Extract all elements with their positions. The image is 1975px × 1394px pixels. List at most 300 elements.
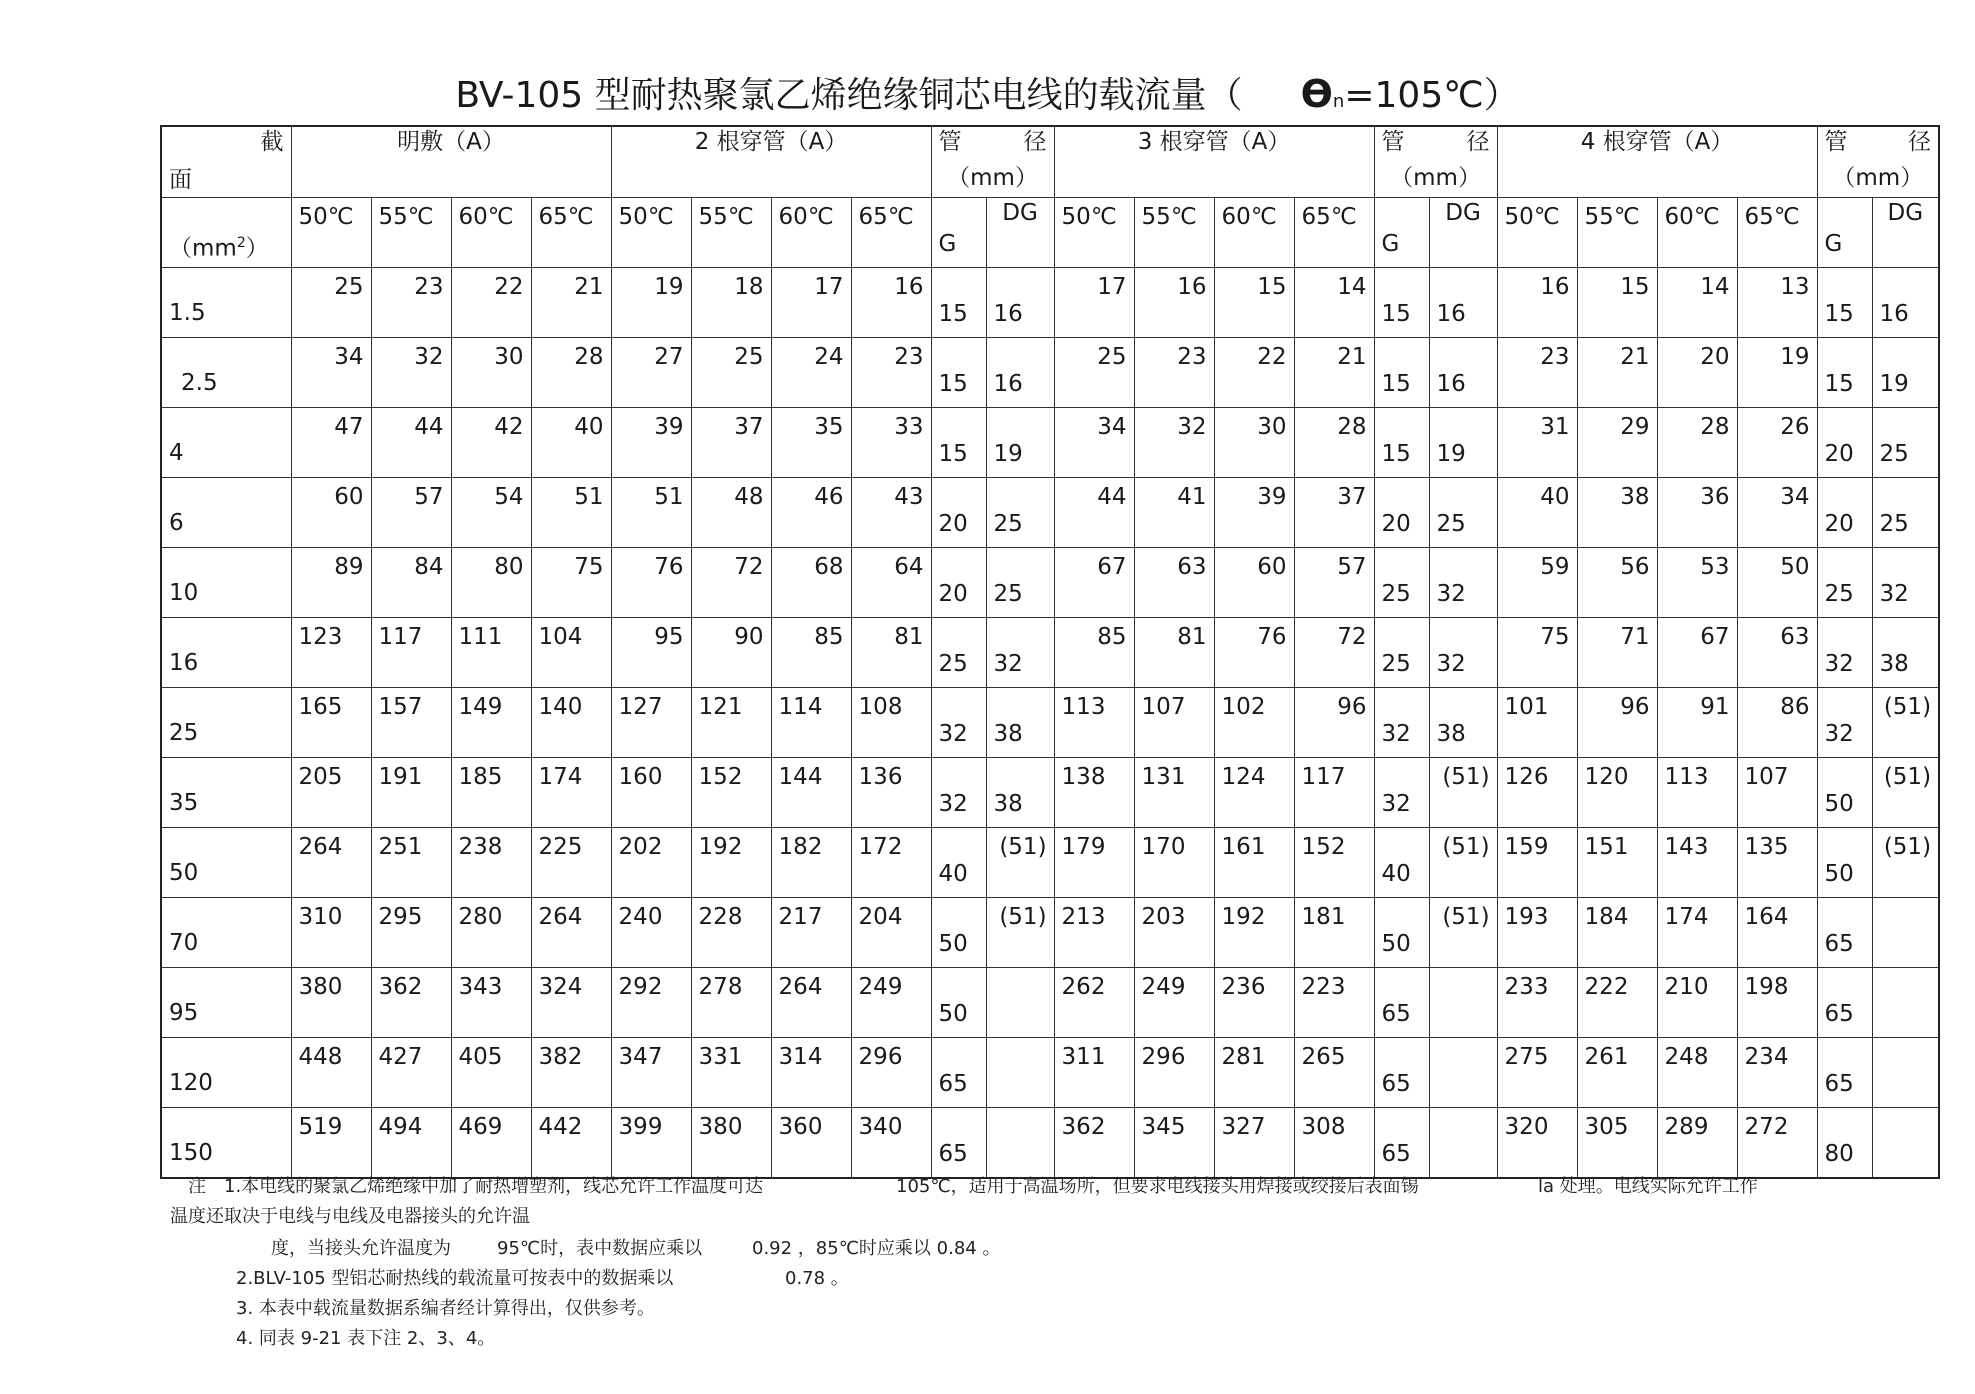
pipe4-value-cell-text: 34: [1780, 484, 1810, 510]
group-pipe4-label: 4 根穿管（A）: [1580, 129, 1734, 155]
group-pipe3-header: [1054, 126, 1374, 198]
pipe4-value-cell: [1657, 1108, 1737, 1179]
pipe2-temp-2-text: 60℃: [778, 204, 834, 230]
open-value-cell: [451, 898, 531, 968]
pipe3-value-cell: [1054, 1038, 1134, 1108]
pipe3-value-cell-text: 170: [1141, 834, 1186, 860]
pipe3-value-cell-text: 15: [1257, 274, 1287, 300]
pipe3-g-cell-text: 65: [1381, 1071, 1411, 1097]
pipe4-value-cell-text: 86: [1780, 694, 1810, 720]
pipe4-value-cell-text: 50: [1780, 554, 1810, 580]
pipe4-value-cell-text: 151: [1584, 834, 1629, 860]
open-value-cell: [451, 268, 531, 338]
pipe3-value-cell: [1294, 338, 1374, 408]
open-value-cell-text: 295: [378, 904, 423, 930]
pipe2-value-cell-text: 136: [858, 764, 903, 790]
open-value-cell: [451, 478, 531, 548]
pipe2-value-cell: [771, 618, 851, 688]
pipe2-value-cell: [771, 338, 851, 408]
open-value-cell: [371, 1108, 451, 1179]
pipe2-value-cell: [691, 338, 771, 408]
pipe2-value-cell: [851, 1108, 931, 1179]
section-unit-sup: 2: [236, 235, 246, 251]
section-cell: [161, 478, 291, 548]
pipe3-dg-cell: [1429, 268, 1497, 338]
pipe2-dg-cell-text: 16: [993, 301, 1023, 327]
pipe-dia-left: 管: [938, 129, 962, 155]
pipe2-value-cell-text: 292: [618, 974, 663, 1000]
open-value-cell-text: 191: [378, 764, 423, 790]
pipe4-value-cell-text: 210: [1664, 974, 1709, 1000]
pipe4-value-cell: [1497, 968, 1577, 1038]
pipe3-value-cell-text: 296: [1141, 1044, 1186, 1070]
pipe3-temp-2: [1214, 198, 1294, 268]
pipe4-g-cell: [1817, 828, 1872, 898]
pipe2-value-cell-text: 64: [894, 554, 924, 580]
pipe3-value-cell-text: 249: [1141, 974, 1186, 1000]
pipe3-value-cell-text: 28: [1337, 414, 1367, 440]
pipe2-value-cell: [691, 408, 771, 478]
pipe3-value-cell-text: 213: [1061, 904, 1106, 930]
pipe4-value-cell-text: 222: [1584, 974, 1629, 1000]
table-row: [161, 688, 1939, 758]
pipe2-temp-0-text: 50℃: [618, 204, 674, 230]
open-value-cell: [371, 688, 451, 758]
pipe3-dg-cell: [1429, 1038, 1497, 1108]
section-header-top: 截: [260, 129, 284, 155]
pipe-dia-right: 径: [1023, 129, 1047, 155]
pipe4-value-cell-text: 174: [1664, 904, 1709, 930]
pipe2-value-cell: [611, 758, 691, 828]
pipe2-value-cell: [851, 688, 931, 758]
pipe4-value-cell-text: 14: [1700, 274, 1730, 300]
pipe2-value-cell: [771, 758, 851, 828]
pipe2-value-cell: [611, 618, 691, 688]
pipe3-value-cell: [1054, 548, 1134, 618]
pipe2-value-cell-text: 85: [814, 624, 844, 650]
pipe4-g-cell-text: 65: [1824, 1001, 1854, 1027]
pipe4-value-cell-text: 28: [1700, 414, 1730, 440]
pipe2-dg-cell: [986, 968, 1054, 1038]
pipe2-dg-cell: [986, 548, 1054, 618]
pipe3-value-cell: [1134, 548, 1214, 618]
open-value-cell: [531, 758, 611, 828]
pipe2-dg-cell: [986, 338, 1054, 408]
pipe4-value-cell-text: 159: [1504, 834, 1549, 860]
pipe3-dg-cell-text: 38: [1436, 721, 1466, 747]
section-cell: [161, 968, 291, 1038]
open-value-cell: [531, 268, 611, 338]
pipe4-value-cell: [1577, 898, 1657, 968]
section-cell-text: 25: [169, 720, 199, 746]
pipe4-value-cell: [1497, 1038, 1577, 1108]
open-value-cell: [451, 828, 531, 898]
pipe-dia-header-4: [1817, 126, 1939, 198]
open-value-cell: [531, 898, 611, 968]
section-cell-text: 120: [169, 1070, 213, 1096]
pipe4-dg-header-text: DG: [1887, 200, 1924, 226]
pipe4-g-cell-text: 80: [1824, 1141, 1854, 1167]
pipe2-value-cell-text: 144: [778, 764, 823, 790]
pipe4-dg-cell-text: 16: [1879, 301, 1909, 327]
pipe2-value-cell-text: 48: [734, 484, 764, 510]
pipe2-value-cell: [771, 828, 851, 898]
pipe4-value-cell-text: 164: [1744, 904, 1789, 930]
pipe3-g-cell: [1374, 688, 1429, 758]
pipe3-value-cell: [1054, 408, 1134, 478]
title-subscript: n: [1332, 91, 1345, 112]
pipe2-dg-header: [986, 198, 1054, 268]
pipe3-value-cell-text: 281: [1221, 1044, 1266, 1070]
section-cell: [161, 828, 291, 898]
pipe3-value-cell: [1134, 338, 1214, 408]
pipe2-value-cell-text: 192: [698, 834, 743, 860]
pipe3-value-cell-text: 362: [1061, 1114, 1106, 1140]
pipe3-value-cell-text: 34: [1097, 414, 1127, 440]
open-value-cell-text: 30: [494, 344, 524, 370]
open-value-cell-text: 519: [298, 1114, 343, 1140]
pipe4-value-cell-text: 36: [1700, 484, 1730, 510]
pipe2-g-cell-text: 15: [938, 441, 968, 467]
pipe3-value-cell: [1214, 968, 1294, 1038]
open-temp-3: [531, 198, 611, 268]
pipe3-value-cell-text: 32: [1177, 414, 1207, 440]
pipe4-value-cell-text: 91: [1700, 694, 1730, 720]
pipe4-value-cell: [1737, 268, 1817, 338]
open-value-cell-text: 185: [458, 764, 503, 790]
pipe2-g-cell-text: 15: [938, 371, 968, 397]
pipe2-g-cell-text: 25: [938, 651, 968, 677]
header-row-temps: [161, 198, 1939, 268]
pipe3-dg-cell-text: (51): [1442, 904, 1490, 930]
open-value-cell-text: 174: [538, 764, 583, 790]
pipe3-value-cell-text: 179: [1061, 834, 1106, 860]
pipe4-value-cell-text: 20: [1700, 344, 1730, 370]
pipe3-value-cell: [1054, 758, 1134, 828]
pipe4-value-cell: [1497, 688, 1577, 758]
pipe3-value-cell-text: 17: [1097, 274, 1127, 300]
pipe4-value-cell: [1497, 898, 1577, 968]
pipe4-g-cell: [1817, 478, 1872, 548]
table-row: [161, 968, 1939, 1038]
pipe4-value-cell: [1657, 968, 1737, 1038]
open-value-cell: [291, 408, 371, 478]
pipe3-dg-cell: [1429, 758, 1497, 828]
note-1g: 0.92 ，85℃时应乘以 0.84 。: [752, 1238, 1001, 1259]
pipe3-value-cell: [1054, 618, 1134, 688]
pipe3-dg-cell: [1429, 338, 1497, 408]
page-title: [0, 72, 1975, 124]
pipe2-value-cell-text: 240: [618, 904, 663, 930]
pipe4-value-cell: [1577, 828, 1657, 898]
open-value-cell-text: 75: [574, 554, 604, 580]
pipe3-value-cell-text: 25: [1097, 344, 1127, 370]
pipe2-value-cell-text: 217: [778, 904, 823, 930]
pipe2-dg-cell-text: [994, 1038, 1047, 1071]
table-row: [161, 1038, 1939, 1108]
pipe3-value-cell: [1134, 688, 1214, 758]
pipe2-value-cell: [611, 408, 691, 478]
pipe3-g-cell: [1374, 898, 1429, 968]
pipe4-value-cell-text: 31: [1540, 414, 1570, 440]
pipe2-dg-cell-text: 19: [993, 441, 1023, 467]
open-value-cell-text: 89: [334, 554, 364, 580]
section-cell-text: 70: [169, 930, 199, 956]
open-value-cell-text: 448: [298, 1044, 343, 1070]
pipe3-dg-cell-text: (51): [1442, 764, 1490, 790]
table-row: [161, 828, 1939, 898]
pipe2-dg-cell-text: 25: [993, 511, 1023, 537]
pipe2-value-cell-text: 331: [698, 1044, 743, 1070]
open-value-cell-text: 264: [538, 904, 583, 930]
pipe3-value-cell: [1054, 1108, 1134, 1179]
pipe3-g-cell-text: 65: [1381, 1001, 1411, 1027]
open-value-cell: [291, 688, 371, 758]
pipe2-g-cell: [931, 688, 986, 758]
open-value-cell-text: 123: [298, 624, 343, 650]
pipe2-dg-cell: [986, 1038, 1054, 1108]
pipe3-g-cell-text: 50: [1381, 931, 1411, 957]
pipe3-dg-cell: [1429, 618, 1497, 688]
open-value-cell-text: 23: [414, 274, 444, 300]
pipe3-temp-2-text: 60℃: [1221, 204, 1277, 230]
section-unit-header: [161, 198, 291, 268]
pipe3-value-cell: [1054, 478, 1134, 548]
pipe3-g-cell-text: 15: [1381, 301, 1411, 327]
pipe3-dg-cell-text: [1437, 1108, 1490, 1141]
pipe2-value-cell-text: 95: [654, 624, 684, 650]
ampacity-table: [160, 125, 1940, 1179]
pipe4-value-cell-text: 305: [1584, 1114, 1629, 1140]
pipe3-value-cell-text: 102: [1221, 694, 1266, 720]
pipe2-value-cell-text: 264: [778, 974, 823, 1000]
pipe4-value-cell-text: 53: [1700, 554, 1730, 580]
open-value-cell: [451, 968, 531, 1038]
open-value-cell: [371, 968, 451, 1038]
pipe4-dg-cell: [1872, 268, 1939, 338]
open-value-cell-text: 80: [494, 554, 524, 580]
pipe4-value-cell-text: 21: [1620, 344, 1650, 370]
pipe3-value-cell: [1134, 1038, 1214, 1108]
pipe3-value-cell: [1214, 1038, 1294, 1108]
pipe3-value-cell-text: 311: [1061, 1044, 1106, 1070]
group-open-header: [291, 126, 611, 198]
open-temp-2: [451, 198, 531, 268]
pipe2-g-cell-text: 15: [938, 301, 968, 327]
pipe4-dg-cell-text: [1880, 1038, 1932, 1071]
pipe4-g-cell-text: 32: [1824, 721, 1854, 747]
pipe2-value-cell: [691, 268, 771, 338]
open-value-cell: [371, 268, 451, 338]
pipe2-value-cell: [771, 1108, 851, 1179]
pipe2-value-cell-text: 152: [698, 764, 743, 790]
pipe2-value-cell-text: 347: [618, 1044, 663, 1070]
pipe4-value-cell-text: 101: [1504, 694, 1549, 720]
open-value-cell: [531, 968, 611, 1038]
pipe4-g-cell: [1817, 688, 1872, 758]
pipe3-dg-header-text: DG: [1445, 200, 1481, 226]
pipe-dia-header-2: [931, 126, 1054, 198]
table-row: [161, 268, 1939, 338]
pipe3-g-cell: [1374, 338, 1429, 408]
pipe3-g-header-text: G: [1381, 231, 1400, 257]
pipe4-value-cell: [1657, 828, 1737, 898]
open-value-cell-text: 51: [574, 484, 604, 510]
section-cell: [161, 408, 291, 478]
pipe2-g-cell: [931, 758, 986, 828]
pipe3-g-cell: [1374, 268, 1429, 338]
pipe3-value-cell-text: 39: [1257, 484, 1287, 510]
pipe2-value-cell-text: 340: [858, 1114, 903, 1140]
pipe3-value-cell-text: 41: [1177, 484, 1207, 510]
pipe3-value-cell-text: 57: [1337, 554, 1367, 580]
pipe4-value-cell-text: 67: [1700, 624, 1730, 650]
pipe4-value-cell-text: 75: [1540, 624, 1570, 650]
pipe3-value-cell: [1294, 898, 1374, 968]
pipe3-g-cell: [1374, 1108, 1429, 1179]
pipe3-g-cell: [1374, 758, 1429, 828]
pipe3-g-cell-text: 15: [1381, 441, 1411, 467]
pipe2-dg-cell: [986, 618, 1054, 688]
open-value-cell-text: 32: [414, 344, 444, 370]
open-value-cell-text: 34: [334, 344, 364, 370]
pipe2-value-cell-text: 33: [894, 414, 924, 440]
pipe4-value-cell: [1657, 548, 1737, 618]
section-cell: [161, 618, 291, 688]
open-value-cell: [291, 548, 371, 618]
pipe3-value-cell: [1214, 618, 1294, 688]
pipe3-value-cell-text: 131: [1141, 764, 1186, 790]
pipe3-value-cell-text: 23: [1177, 344, 1207, 370]
open-value-cell: [291, 898, 371, 968]
pipe3-temp-1-text: 55℃: [1141, 204, 1197, 230]
section-cell-text: 1.5: [169, 300, 206, 326]
pipe4-value-cell: [1657, 688, 1737, 758]
pipe4-value-cell: [1737, 618, 1817, 688]
pipe4-value-cell: [1497, 548, 1577, 618]
table-row: [161, 408, 1939, 478]
pipe3-value-cell: [1054, 268, 1134, 338]
pipe4-value-cell: [1497, 618, 1577, 688]
table-row: [161, 618, 1939, 688]
pipe4-temp-3-text: 65℃: [1744, 204, 1800, 230]
open-temp-1: [371, 198, 451, 268]
open-value-cell: [291, 1108, 371, 1179]
pipe4-dg-cell-text: 25: [1879, 511, 1909, 537]
pipe4-value-cell: [1577, 478, 1657, 548]
section-cell: [161, 338, 291, 408]
open-value-cell: [371, 338, 451, 408]
pipe3-value-cell: [1054, 338, 1134, 408]
pipe4-value-cell: [1657, 338, 1737, 408]
pipe3-dg-cell-text: [1437, 968, 1490, 1001]
pipe3-value-cell: [1134, 758, 1214, 828]
pipe3-value-cell: [1214, 478, 1294, 548]
pipe2-value-cell: [691, 1038, 771, 1108]
pipe3-value-cell-text: 85: [1097, 624, 1127, 650]
pipe4-value-cell-text: 19: [1780, 344, 1810, 370]
pipe4-dg-cell: [1872, 478, 1939, 548]
pipe3-value-cell-text: 14: [1337, 274, 1367, 300]
open-value-cell-text: 84: [414, 554, 444, 580]
open-value-cell-text: 324: [538, 974, 583, 1000]
pipe3-g-cell-text: 65: [1381, 1141, 1411, 1167]
open-value-cell-text: 442: [538, 1114, 583, 1140]
pipe2-value-cell: [771, 898, 851, 968]
pipe4-dg-cell: [1872, 338, 1939, 408]
pipe2-dg-cell: [986, 1108, 1054, 1179]
open-value-cell: [291, 828, 371, 898]
pipe3-value-cell: [1214, 898, 1294, 968]
open-value-cell-text: 117: [378, 624, 423, 650]
pipe3-value-cell-text: 138: [1061, 764, 1106, 790]
pipe3-g-cell: [1374, 548, 1429, 618]
pipe4-value-cell-text: 107: [1744, 764, 1789, 790]
pipe3-dg-cell: [1429, 548, 1497, 618]
pipe3-value-cell: [1294, 268, 1374, 338]
pipe3-dg-cell-text: 32: [1436, 651, 1466, 677]
section-cell: [161, 1038, 291, 1108]
pipe2-value-cell: [771, 478, 851, 548]
pipe4-value-cell-text: 59: [1540, 554, 1570, 580]
pipe4-g-cell: [1817, 1108, 1872, 1179]
pipe4-value-cell: [1657, 478, 1737, 548]
pipe2-value-cell: [611, 898, 691, 968]
pipe3-value-cell: [1294, 408, 1374, 478]
open-value-cell-text: 405: [458, 1044, 503, 1070]
section-cell: [161, 268, 291, 338]
note-1e: 度，当接头允许温度为: [271, 1238, 451, 1259]
note-1c: la 处理。电线实际允许工作: [1538, 1176, 1758, 1197]
pipe2-value-cell-text: 228: [698, 904, 743, 930]
pipe4-temp-0: [1497, 198, 1577, 268]
pipe2-g-cell: [931, 828, 986, 898]
pipe2-g-cell: [931, 408, 986, 478]
pipe4-dg-cell: [1872, 1108, 1939, 1179]
note-3: 3. 本表中载流量数据系编者经计算得出，仅供参考。: [236, 1298, 655, 1319]
pipe2-value-cell: [771, 408, 851, 478]
pipe3-dg-cell: [1429, 688, 1497, 758]
pipe4-value-cell-text: 275: [1504, 1044, 1549, 1070]
pipe3-value-cell: [1294, 1108, 1374, 1179]
pipe4-dg-cell: [1872, 548, 1939, 618]
pipe2-value-cell: [611, 478, 691, 548]
open-value-cell-text: 157: [378, 694, 423, 720]
pipe2-dg-cell-text: [994, 968, 1047, 1001]
pipe4-value-cell-text: 13: [1780, 274, 1810, 300]
pipe4-value-cell: [1497, 338, 1577, 408]
pipe3-g-cell-text: 32: [1381, 721, 1411, 747]
open-value-cell-text: 21: [574, 274, 604, 300]
pipe4-value-cell: [1737, 1038, 1817, 1108]
pipe2-dg-cell: [986, 758, 1054, 828]
pipe2-value-cell-text: 108: [858, 694, 903, 720]
pipe3-g-cell-text: 25: [1381, 651, 1411, 677]
open-value-cell-text: 140: [538, 694, 583, 720]
pipe4-dg-cell-text: 32: [1879, 581, 1909, 607]
pipe2-dg-cell-text: 25: [993, 581, 1023, 607]
pipe4-dg-cell: [1872, 408, 1939, 478]
pipe2-value-cell-text: 121: [698, 694, 743, 720]
pipe2-value-cell: [611, 338, 691, 408]
open-value-cell: [531, 478, 611, 548]
pipe4-value-cell: [1657, 618, 1737, 688]
pipe2-temp-2: [771, 198, 851, 268]
open-value-cell: [371, 1038, 451, 1108]
open-value-cell-text: 469: [458, 1114, 503, 1140]
pipe3-g-cell: [1374, 408, 1429, 478]
pipe4-value-cell-text: 184: [1584, 904, 1629, 930]
